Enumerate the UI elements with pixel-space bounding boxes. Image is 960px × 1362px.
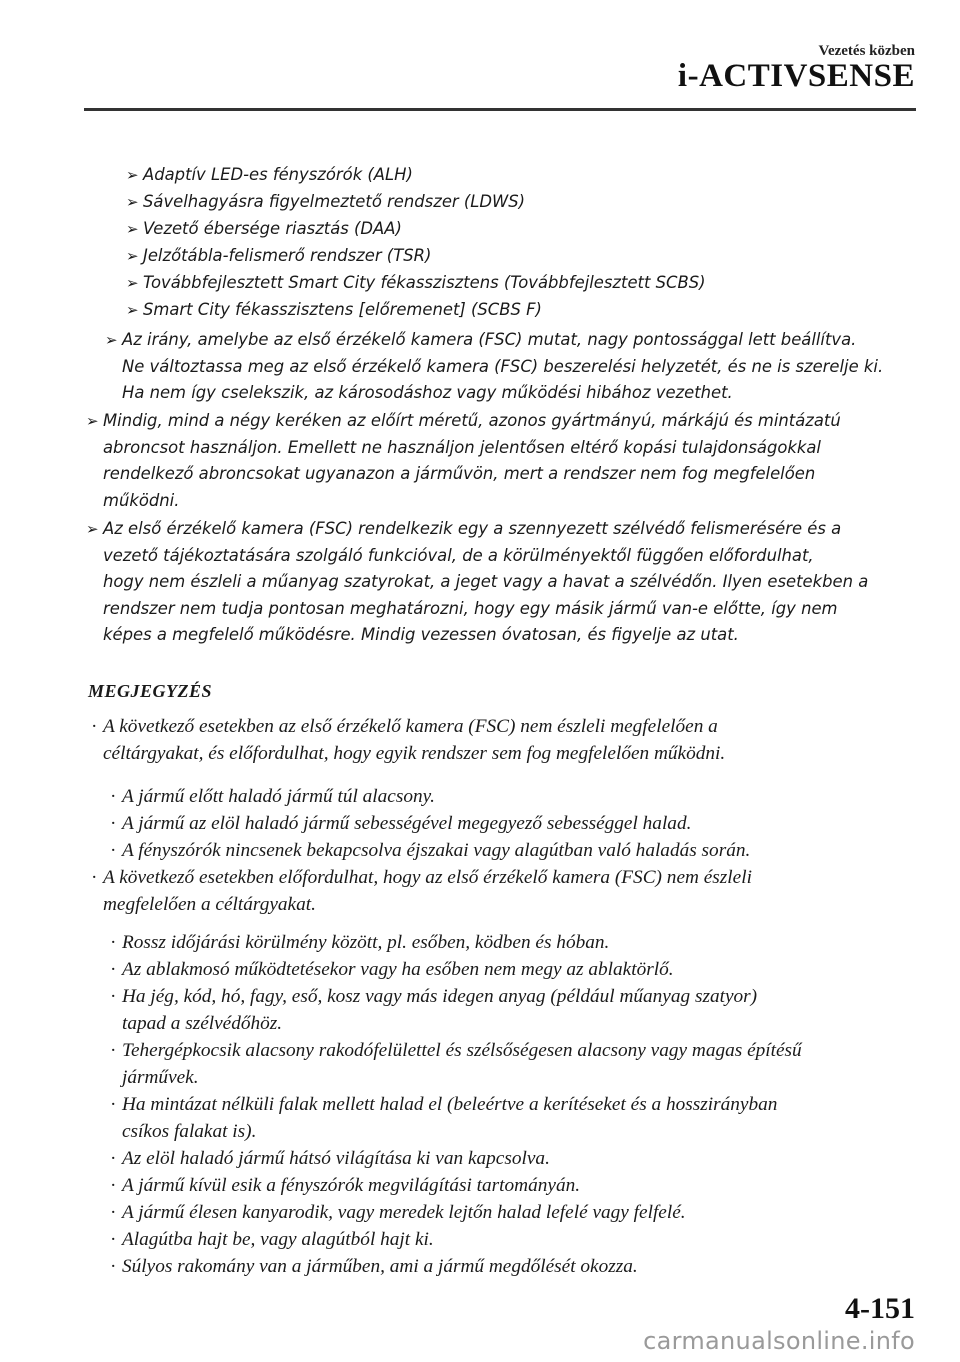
note-line: Az elöl haladó jármű hátsó világítása ki van kapcsolva.	[122, 1148, 550, 1169]
warning-line: Ne változtassa meg az első érzékelő kamera (FSC) beszerelési helyzetét, és ne is szerelje ki.	[122, 356, 884, 376]
note-line: A fényszórók nincsenek bekapcsolva éjszakai vagy alagútban való haladás során.	[122, 840, 751, 861]
note-line: Alagútba hajt be, vagy alagútból hajt ki.	[122, 1229, 434, 1250]
note-line: Ha mintázat nélküli falak mellett halad el (beleértve a kerítéseket és a hosszirányban	[122, 1094, 778, 1115]
arrow-bullet-icon: ➢	[126, 166, 139, 184]
note-line: céltárgyakat, és előfordulhat, hogy egyik rendszer sem fog megfelelően működni.	[103, 742, 726, 764]
chapter-title: i-ACTIVSENSE	[677, 58, 915, 94]
bullet-dot-icon: ·	[110, 1148, 117, 1169]
note-subitem	[110, 811, 692, 838]
note-line: járművek.	[122, 1066, 199, 1088]
bullet-dot-icon: ·	[110, 1202, 117, 1223]
warning-item	[126, 270, 706, 297]
bullet-dot-icon: ·	[110, 1040, 117, 1061]
site-watermark: carmanualsonline.info	[643, 1327, 915, 1355]
arrow-bullet-icon: ➢	[105, 331, 118, 349]
note-line: csíkos falakat is).	[122, 1120, 257, 1142]
bullet-dot-icon: ·	[110, 1175, 117, 1196]
note-subitem	[110, 784, 435, 811]
bullet-dot-icon: ·	[110, 786, 117, 807]
note-line: Rossz időjárási körülmény között, pl. esőben, ködben és hóban.	[122, 932, 610, 953]
warning-line: hogy nem észleli a műanyag szatyrokat, a jeget vagy a havat a szélvédőn. Ilyen esetekben a	[103, 572, 869, 592]
warning-line: Vezető ébersége riasztás (DAA)	[143, 219, 402, 238]
bullet-dot-icon: ·	[110, 1094, 117, 1115]
note-line: Súlyos rakomány van a járműben, ami a jármű megdőlését okozza.	[122, 1256, 638, 1277]
page-number: 4-151	[845, 1292, 915, 1325]
bullet-dot-icon: ·	[110, 840, 117, 861]
note-item	[91, 714, 726, 767]
warning-line: Az irány, amelybe az első érzékelő kamera (FSC) mutat, nagy pontossággal lett beállítva.	[122, 330, 857, 349]
note-subitem	[110, 1254, 638, 1281]
warning-item	[126, 162, 413, 189]
bullet-dot-icon: ·	[91, 867, 98, 888]
arrow-bullet-icon: ➢	[126, 193, 139, 211]
bullet-dot-icon: ·	[110, 1229, 117, 1250]
warning-line: Mindig, mind a négy keréken az előírt méretű, azonos gyártmányú, márkájú és mintázatú	[103, 411, 841, 430]
note-subitem	[110, 957, 674, 984]
warning-item	[126, 189, 526, 216]
warning-item	[126, 216, 402, 243]
note-line: A következő esetekben előfordulhat, hogy az első érzékelő kamera (FSC) nem észleli	[103, 867, 752, 888]
warning-line: Sávelhagyásra figyelmeztető rendszer (LDWS)	[143, 192, 526, 211]
note-line: A jármű előtt haladó jármű túl alacsony.	[122, 786, 435, 807]
warning-line: képes a megfelelő működésre. Mindig vezessen óvatosan, és figyelje az utat.	[103, 625, 739, 645]
warning-line: rendelkező abroncsokat ugyanazon a járművön, mert a rendszer nem fog megfelelően	[103, 464, 816, 484]
arrow-bullet-icon: ➢	[126, 220, 139, 238]
bullet-dot-icon: ·	[110, 959, 117, 980]
warning-line: Jelzőtábla-felismerő rendszer (TSR)	[143, 246, 432, 265]
arrow-bullet-icon: ➢	[126, 301, 139, 319]
note-heading: MEGJEGYZÉS	[88, 681, 213, 701]
note-subitem	[110, 930, 610, 957]
warning-item	[126, 243, 432, 270]
warning-item	[126, 297, 542, 324]
note-subitem	[110, 1173, 581, 1200]
arrow-bullet-icon: ➢	[86, 520, 99, 538]
note-subitem	[110, 1146, 550, 1173]
note-line: megfelelően a céltárgyakat.	[103, 893, 316, 915]
arrow-bullet-icon: ➢	[126, 274, 139, 292]
bullet-dot-icon: ·	[91, 716, 98, 737]
warning-line: abroncsot használjon. Emellett ne használjon jelentősen eltérő kopási tulajdonságokkal	[103, 437, 821, 457]
bullet-dot-icon: ·	[110, 1256, 117, 1277]
note-line: Tehergépkocsik alacsony rakodófelülettel és szélsőségesen alacsony vagy magas építésű	[122, 1040, 802, 1061]
warning-line: vezető tájékoztatására szolgáló funkcióval, de a körülményektől függően előfordulhat,	[103, 545, 814, 565]
note-subitem	[110, 1227, 434, 1254]
note-line: A jármű az elöl haladó jármű sebességével megegyező sebességgel halad.	[122, 813, 692, 834]
note-subitem	[110, 1038, 802, 1091]
note-subitem	[110, 1200, 686, 1227]
note-subitem	[110, 838, 751, 865]
bullet-dot-icon: ·	[110, 986, 117, 1007]
warning-line: Az első érzékelő kamera (FSC) rendelkezik egy a szennyezett szélvédő felismerésére és a	[103, 519, 842, 538]
note-line: A jármű élesen kanyarodik, vagy meredek lejtőn halad lefelé vagy felfelé.	[122, 1202, 686, 1223]
note-line: tapad a szélvédőhöz.	[122, 1012, 283, 1034]
note-subitem	[110, 1092, 778, 1145]
warning-item	[86, 516, 869, 649]
warning-item	[86, 408, 841, 514]
warning-line: működni.	[103, 490, 180, 510]
header-divider	[84, 108, 916, 111]
note-line: Az ablakmosó működtetésekor vagy ha esőben nem megy az ablaktörlő.	[122, 959, 674, 980]
warning-line: Továbbfejlesztett Smart City fékasszisztens (Továbbfejlesztett SCBS)	[143, 273, 706, 292]
warning-line: Smart City fékasszisztens [előremenet] (SCBS F)	[143, 300, 542, 319]
note-line: A következő esetekben az első érzékelő kamera (FSC) nem észleli megfelelően a	[103, 716, 718, 737]
note-line: Ha jég, kód, hó, fagy, eső, kosz vagy más idegen anyag (például műanyag szatyor)	[122, 986, 758, 1007]
note-item	[91, 865, 752, 918]
arrow-bullet-icon: ➢	[126, 247, 139, 265]
section-title: Vezetés közben	[818, 43, 915, 59]
bullet-dot-icon: ·	[110, 932, 117, 953]
warning-item	[105, 327, 884, 407]
arrow-bullet-icon: ➢	[86, 412, 99, 430]
bullet-dot-icon: ·	[110, 813, 117, 834]
note-subitem	[110, 984, 758, 1037]
warning-line: rendszer nem tudja pontosan meghatározni, hogy egy másik jármű van-e előtte, így nem	[103, 598, 838, 618]
note-line: A jármű kívül esik a fényszórók megvilágítási tartományán.	[122, 1175, 581, 1196]
warning-line: Ha nem így cselekszik, az károsodáshoz vagy működési hibához vezethet.	[122, 383, 733, 403]
warning-line: Adaptív LED-es fényszórók (ALH)	[143, 165, 413, 184]
